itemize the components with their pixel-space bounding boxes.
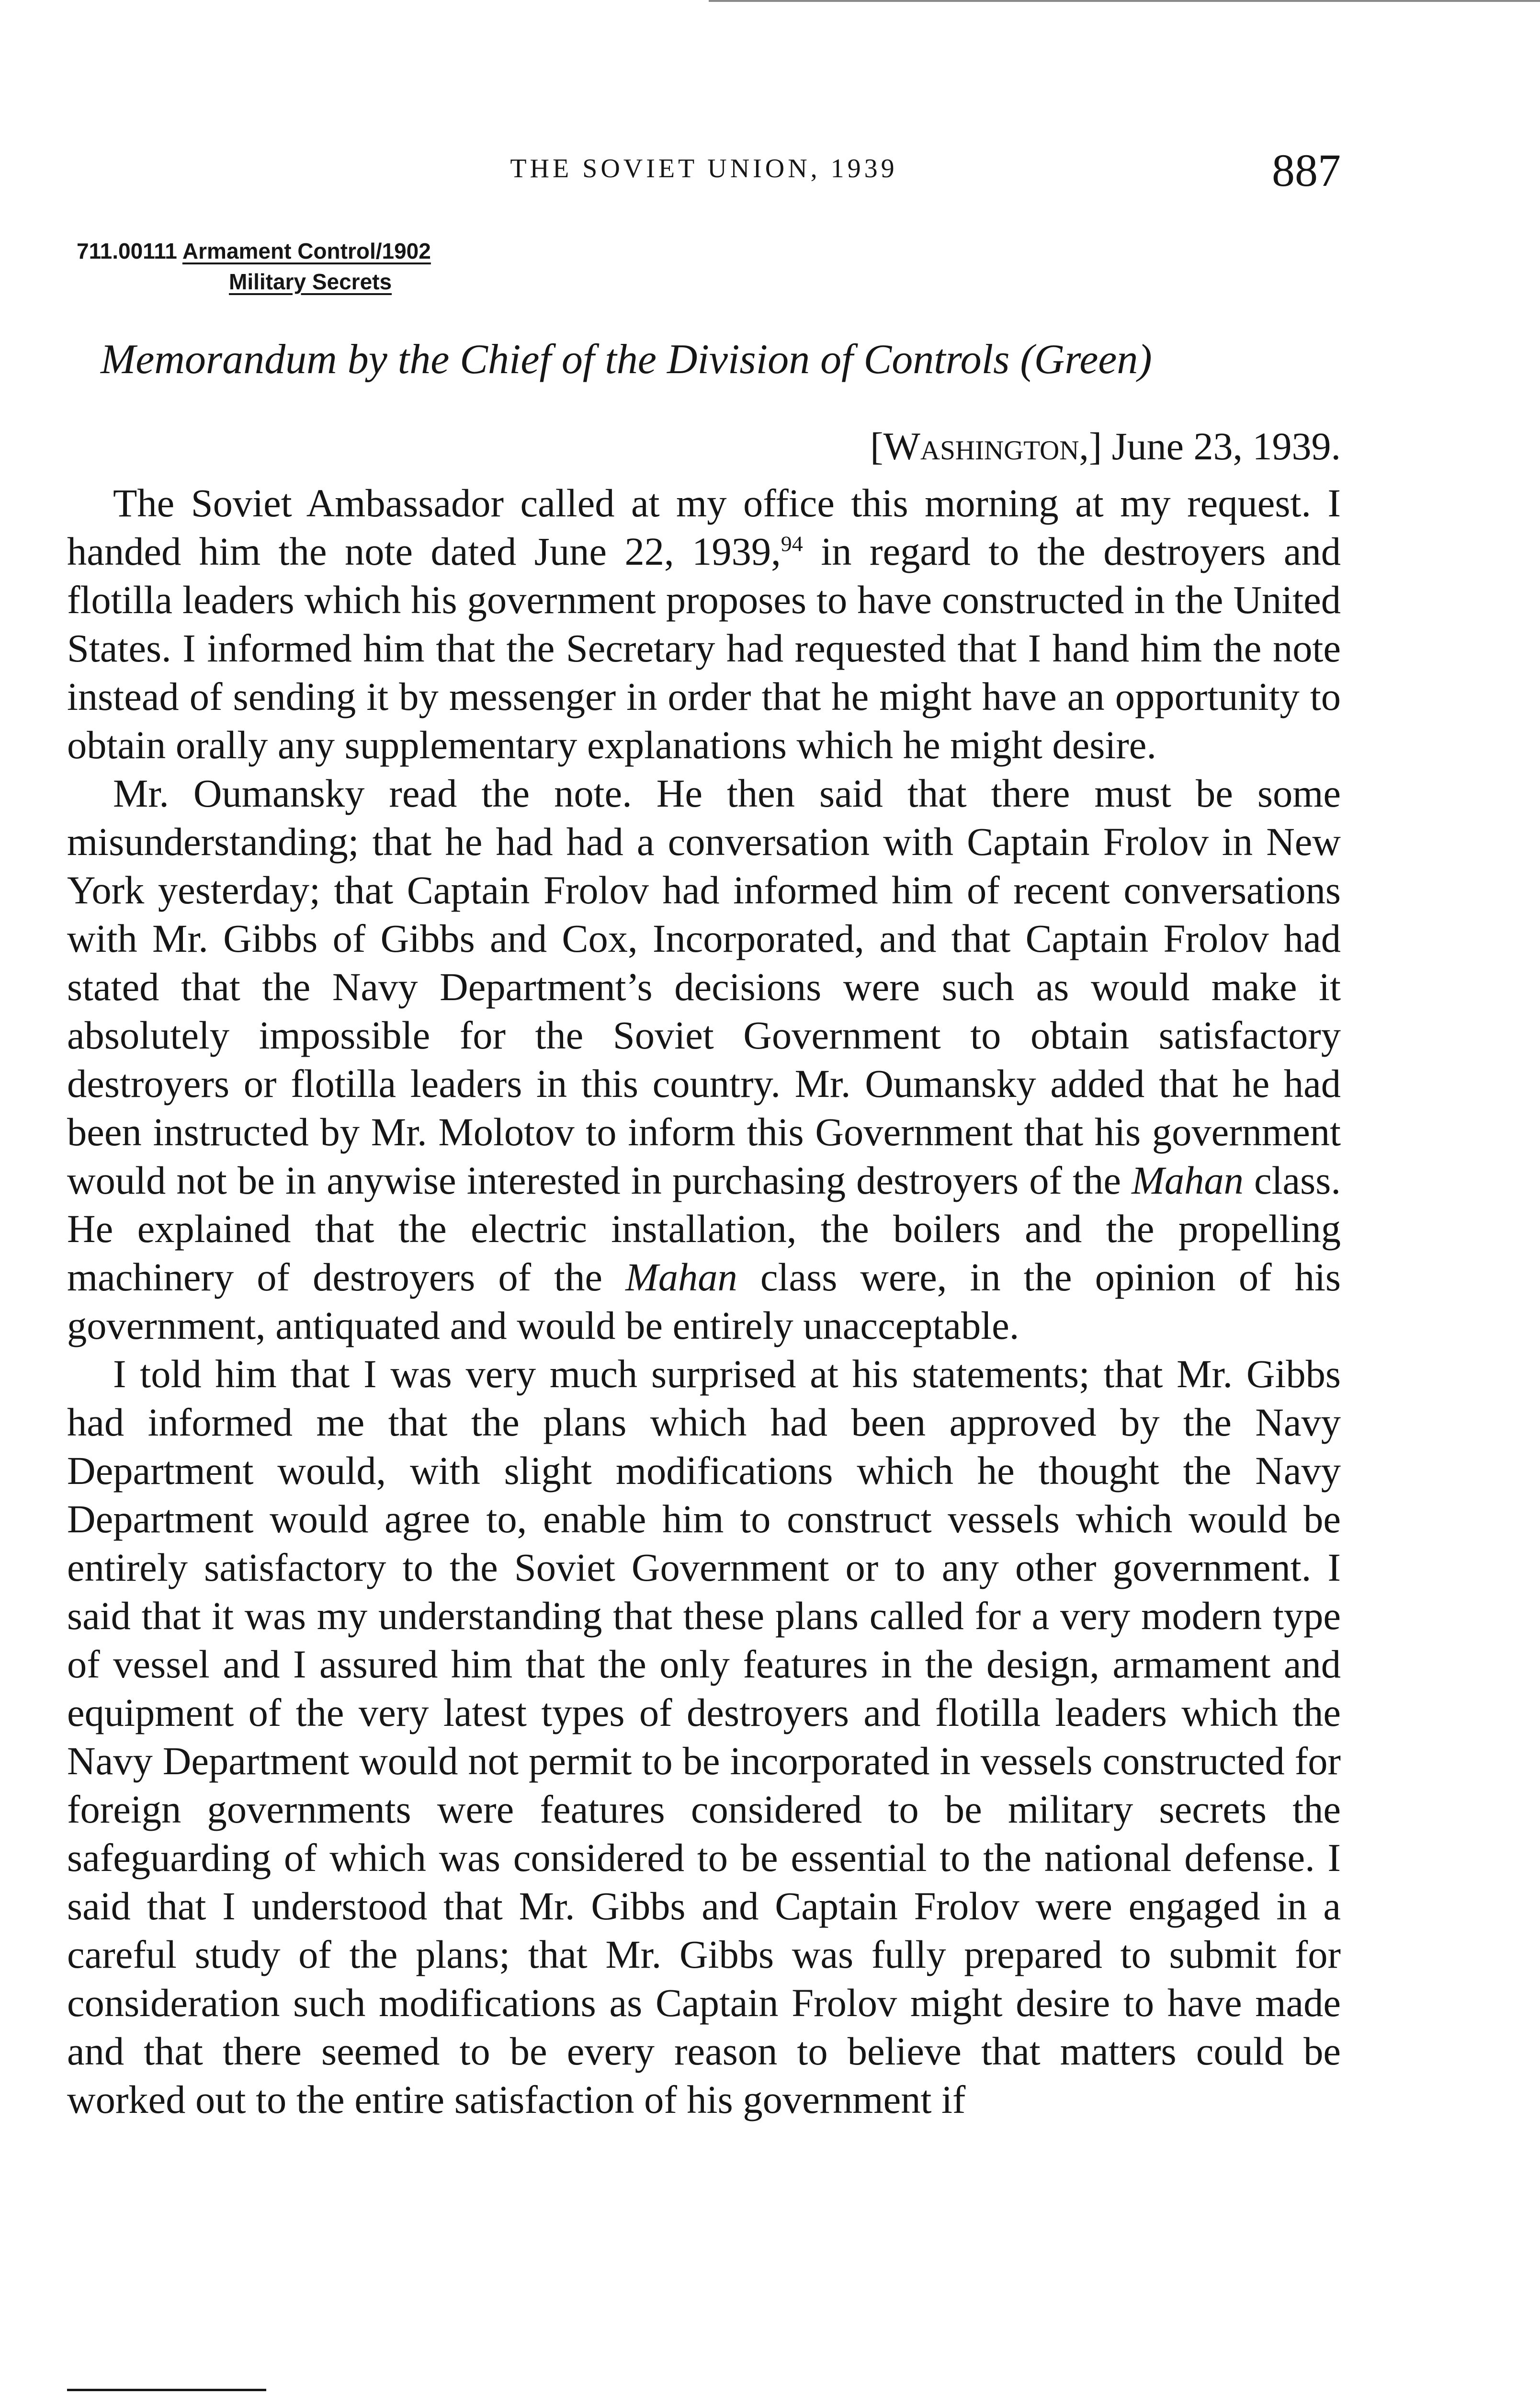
paragraph-text: class were, in the opinion of his government, antiquated and would be entirely unacceptable. xyxy=(67,1255,1341,1347)
page-header xyxy=(67,144,1341,196)
file-reference-line-2: Military Secrets xyxy=(229,269,392,294)
dateline-date: June 23, 1939. xyxy=(1111,424,1341,468)
paragraph-text: The Soviet Ambassador called at my office this morning at my request. I handed him the note dated June 22, 1939, xyxy=(67,481,1341,573)
page-number: 887 xyxy=(1272,145,1341,196)
top-edge-rule xyxy=(709,0,1540,2)
file-subject: Armament Control/1902 xyxy=(182,239,431,263)
dateline-place: [Washington,] xyxy=(870,424,1102,468)
footnote-divider xyxy=(67,2389,266,2391)
file-number: 711.00111 xyxy=(77,239,177,263)
paragraph xyxy=(67,769,1341,1350)
paragraph-text: in regard to the destroyers and flotilla leaders which his government proposes to have constructed in the United States. I informed him that the Secretary had requested that I hand him the note instead of sending it by messenger in order that he might have an opportunity to obtain orally any supplementary explanations which he might desire. xyxy=(67,529,1341,767)
memorandum-body xyxy=(67,479,1341,2124)
dateline xyxy=(781,424,1341,469)
paragraph-text: Mr. Oumansky read the note. He then said that there must be some misunderstanding; that he had had a conversation with Captain Frolov in New York yesterday; that Captain Frolov had informed him of recent conversations with Mr. Gibbs of Gibbs and Cox, Incorporated, and that Captain Frolov had stated that the Navy Department’s decisions were such as would make it absolutely impossible for the Soviet Government to obtain satisfactory destroyers or flotilla leaders in this country. Mr. Oumansky added that he had been instructed by Mr. Molotov to inform this Government that his government would not be in anywise interested in purchasing destroyers of the xyxy=(67,771,1341,1202)
paragraph xyxy=(67,479,1341,769)
footnote-marker: 94 xyxy=(781,531,803,556)
ship-class-name: Mahan xyxy=(625,1255,737,1299)
paragraph-text: class. He explained that the electric installation, the boilers and the propelling machinery of destroyers of the xyxy=(67,1158,1341,1299)
running-head: THE SOVIET UNION, 1939 xyxy=(510,154,898,183)
file-reference-line-1 xyxy=(77,236,431,266)
document-title: Memorandum by the Chief of the Division of Controls (Green) xyxy=(101,336,1152,383)
file-reference xyxy=(77,236,431,297)
paragraph xyxy=(67,1350,1341,2124)
ship-class-name: Mahan xyxy=(1132,1158,1244,1202)
paragraph-text: I told him that I was very much surprised at his statements; that Mr. Gibbs had informed me that the plans which had been approved by the Navy Department would, with slight modifications which he thought the Navy Department would agree to, enable him to construct vessels which would be entirely satisfactory to the Soviet Government or to any other government. I said that it was my understanding that these plans called for a very modern type of vessel and I assured him that the only features in the design, armament and equipment of the very latest types of destroyers and flotilla leaders which the Navy Department would not permit to be incorporated in vessels constructed for foreign governments were features considered to be military secrets the safeguarding of which was considered to be essential to the national defense. I said that I understood that Mr. Gibbs and Captain Frolov were engaged in a careful study of the plans; that Mr. Gibbs was fully prepared to submit for consideration such modifications as Captain Frolov might desire to have made and that there seemed to be every reason to believe that matters could be worked out to the entire satisfaction of his government if xyxy=(67,1352,1341,2121)
